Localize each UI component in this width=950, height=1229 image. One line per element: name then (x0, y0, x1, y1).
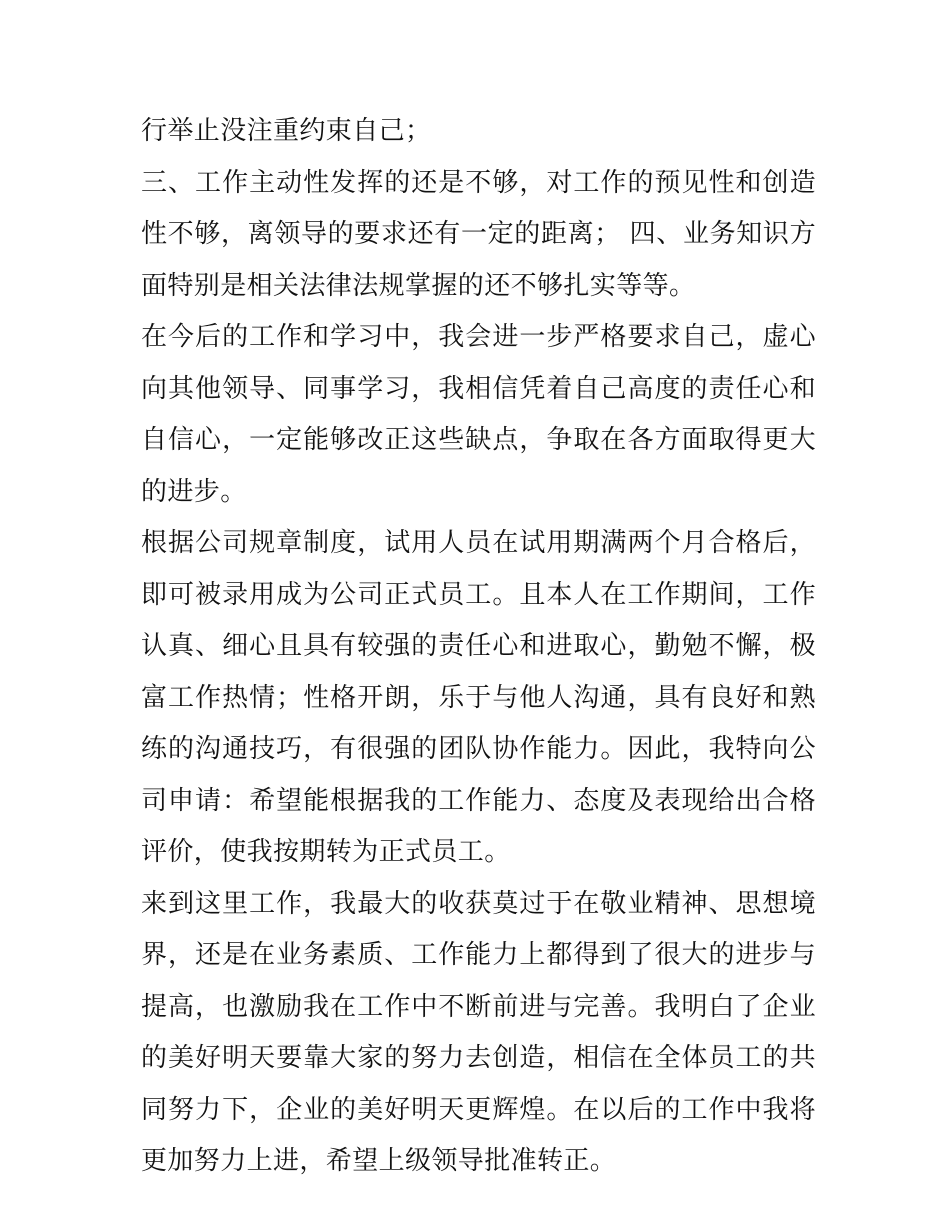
document-body (141, 106, 816, 1188)
paragraph-4: 根据公司规章制度，试用人员在试用期满两个月合格后，即可被录用成为公司正式员工。且本人在工作期间，工作认真、细心且具有较强的责任心和进取心，勤勉不懈，极富工作热情；性格开朗，乐于与他人沟通，具有良好和熟练的沟通技巧，有很强的团队协作能力。因此，我特向公司申请：希望能根据我的工作能力、态度及表现给出合格评价，使我按期转为正式员工。 (141, 528, 816, 867)
paragraph-2: 三、工作主动性发挥的还是不够，对工作的预见性和创造性不够，离领导的要求还有一定的距离； 四、业务知识方面特别是相关法律法规掌握的还不够扎实等等。 (141, 167, 816, 301)
paragraph-3: 在今后的工作和学习中，我会进一步严格要求自己，虚心向其他领导、同事学习，我相信凭着自己高度的责任心和自信心，一定能够改正这些缺点，争取在各方面取得更大的进步。 (141, 322, 816, 507)
paragraph-1: 行举止没注重约束自己； (141, 116, 432, 146)
paragraph-5: 来到这里工作，我最大的收获莫过于在敬业精神、思想境界，还是在业务素质、工作能力上都得到了很大的进步与提高，也激励我在工作中不断前进与完善。我明白了企业的美好明天要靠大家的努力去创造，相信在全体员工的共同努力下，企业的美好明天更辉煌。在以后的工作中我将更加努力上进，希望上级领导批准转正。 (141, 888, 816, 1176)
